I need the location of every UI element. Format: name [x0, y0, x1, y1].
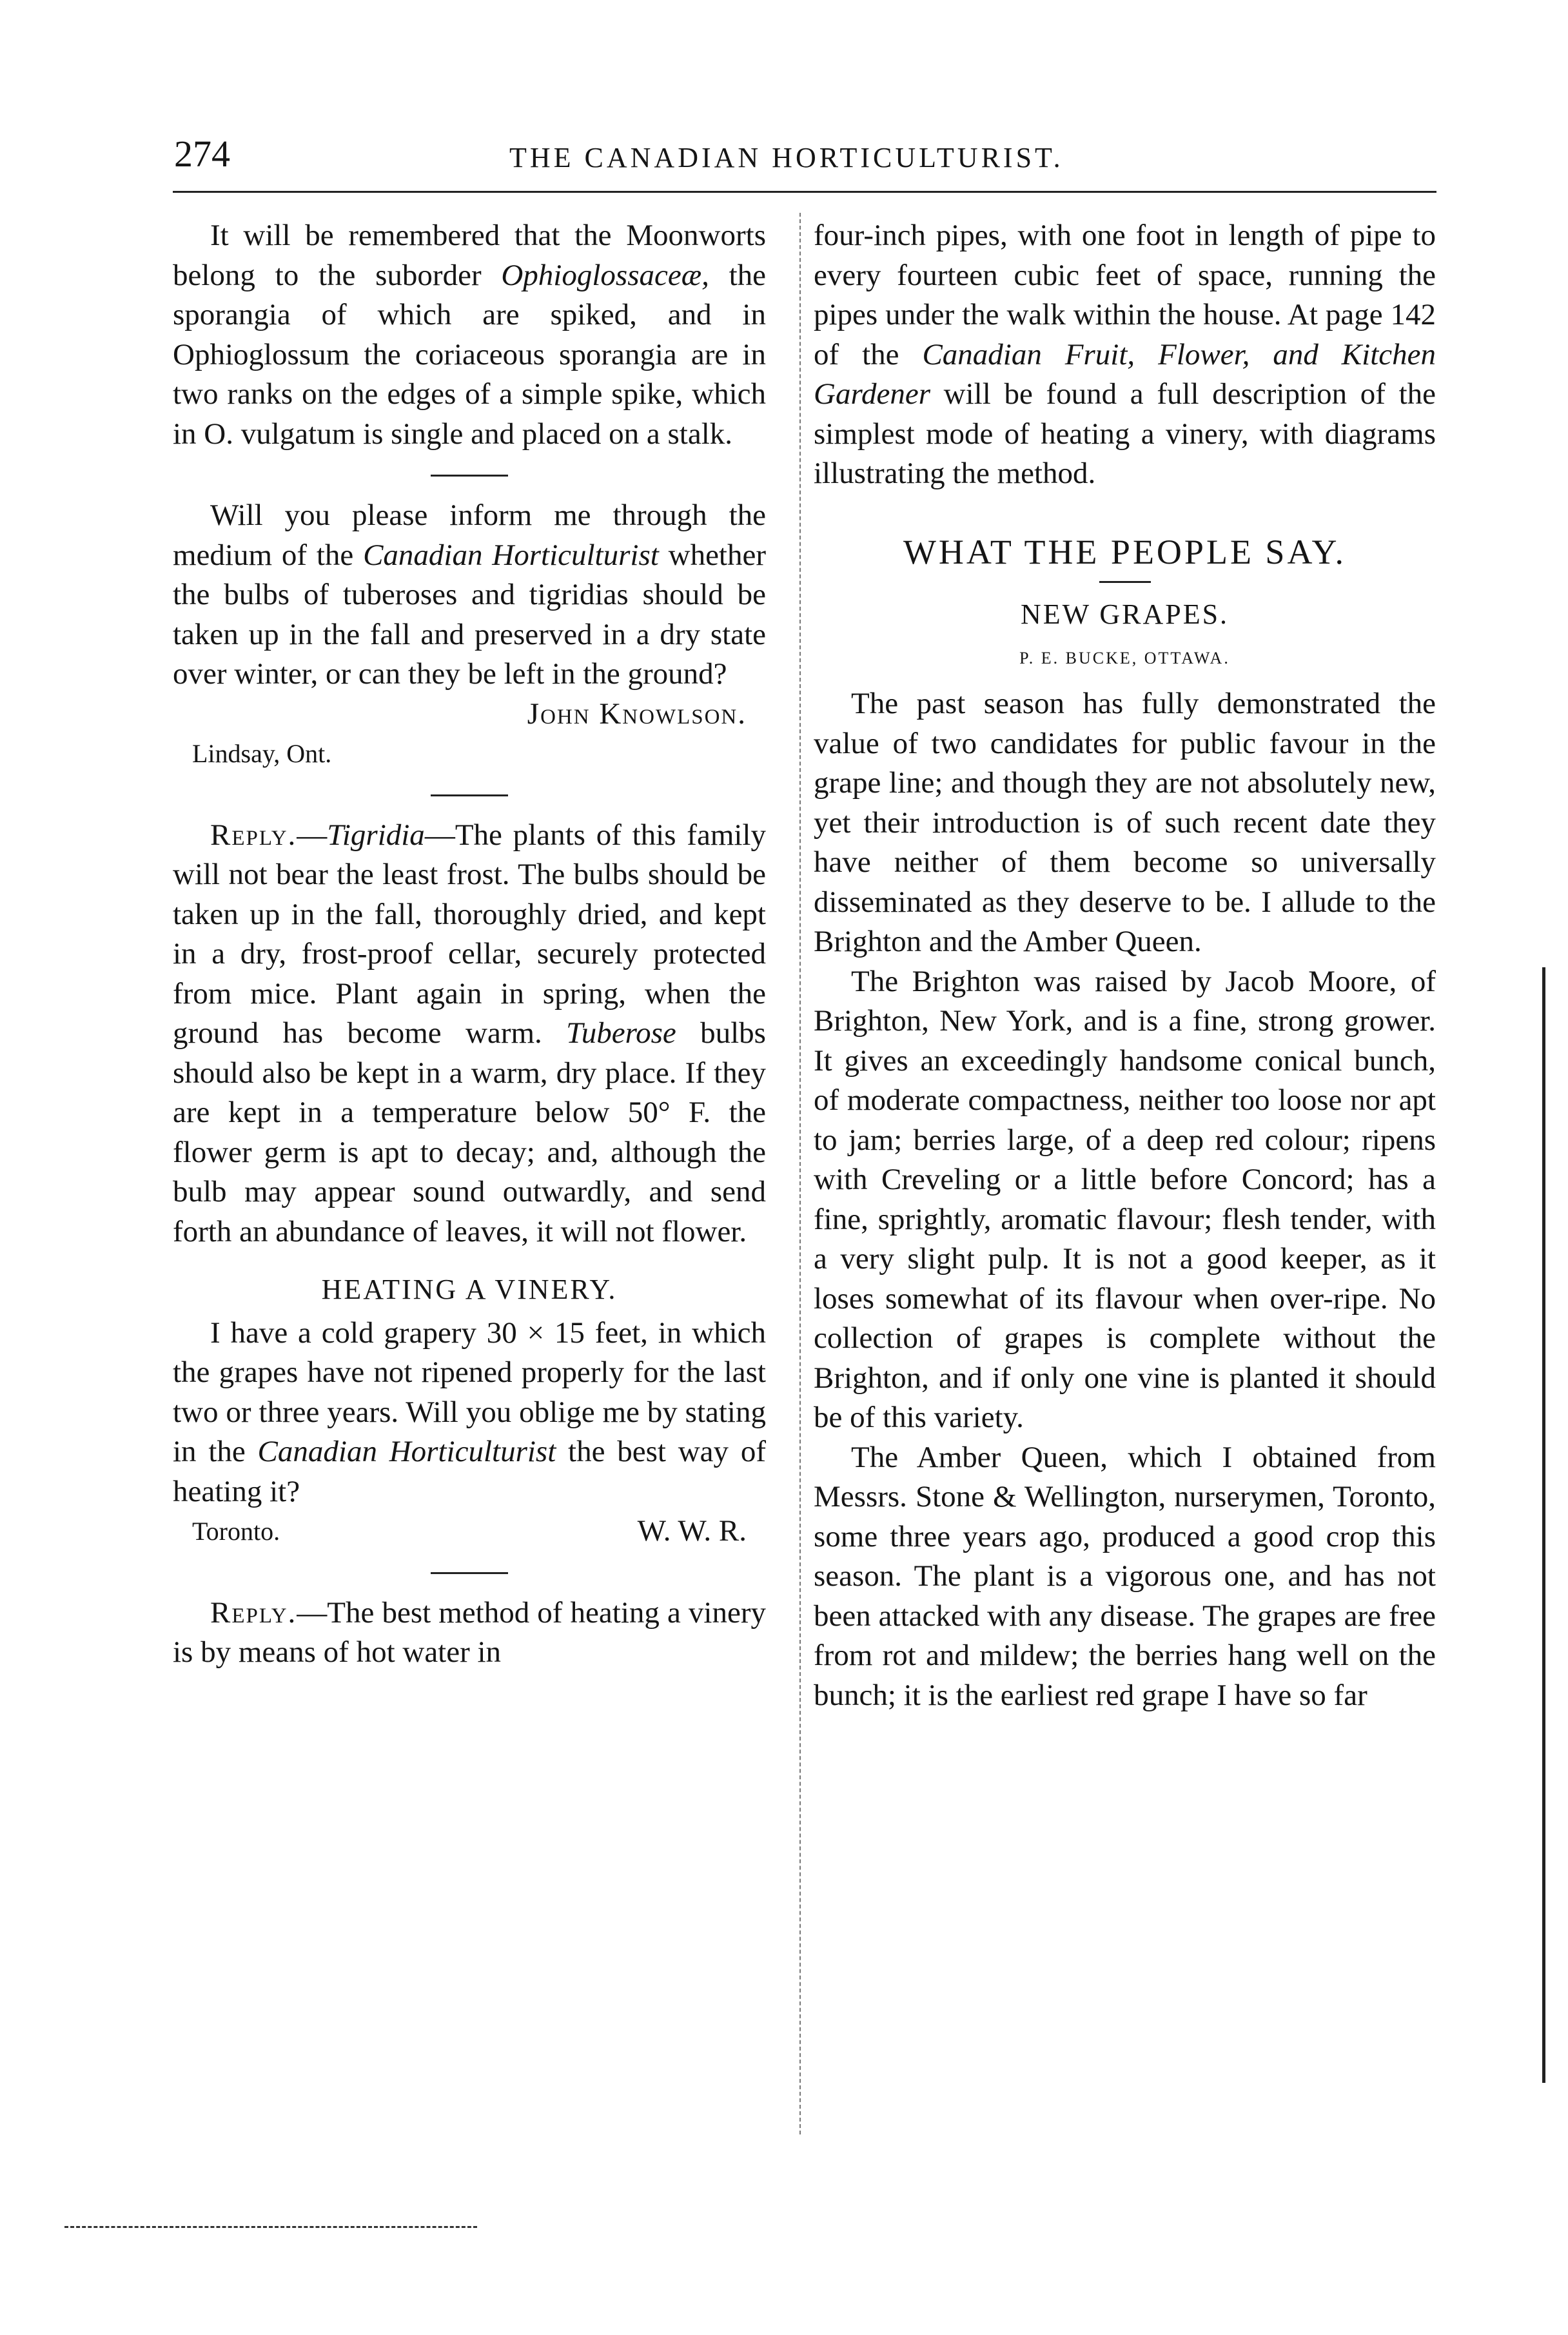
plant-name-tigridia: Tigridia [327, 818, 425, 852]
footer-rule [64, 2226, 477, 2228]
separator-rule [431, 1572, 508, 1574]
plant-name-tuberose: Tuberose [566, 1016, 676, 1050]
heating-signature: W. W. R. [637, 1514, 747, 1548]
moonwort-paragraph: It will be remembered that the Moonworts belong to the suborder Ophioglossaceæ, the sporangia of which are spiked, and in Ophioglossum the coriaceous sporangia are in two ranks on the edges of a simple spike, which in O. vulgatum is single and placed on a stalk. [173, 219, 766, 451]
section-heading: WHAT THE PEOPLE SAY. [903, 532, 1347, 571]
separator-rule [1099, 581, 1151, 583]
separator-rule [431, 475, 508, 477]
grapes-paragraph-2: The Brighton was raised by Jacob Moore, of Brighton, New York, and is a fine, strong grower. It gives an exceedingly handsome conical bunch, of moderate compactness, neither too loose nor apt to jam; berries large, of a deep red colour; ripens with Creveling or a little before Concord; has a fine, sprightly, aromatic flavour; flesh tender, with a very slight pulp. It is not a good keeper, as it loses somewhat of its flavour when over-ripe. No collection of grapes is complete without the Brighton, and if only one vine is planted it should be of this variety. [814, 964, 1436, 1434]
page-header [174, 132, 1438, 184]
journal-name: Canadian Horticulturist [257, 1435, 556, 1468]
tuberose-question: Will you please inform me through the medium of the Canadian Horticulturist whether the bulbs of tuberoses and tigridias should be taken up in the fall and preserved in a dry state over winter, or can they be left in the ground? [173, 498, 767, 691]
book-title: Canadian Fruit, Flower, and Kitchen Gardener [814, 337, 1436, 411]
column-divider [799, 213, 801, 2134]
heating-reply: Reply.—The best method of heating a vinery is by means of hot water in [173, 1595, 766, 1669]
heating-question: I have a cold grapery 30 × 15 feet, in which the grapes have not ripened properly for the last two or three years. Will you oblige me by stating in the Canadian Horticulturist the best way of heating it? [173, 1315, 766, 1508]
question-place: Lindsay, Ont. [192, 739, 332, 768]
heating-signature-row [173, 1512, 766, 1552]
reply-label: Reply. [210, 1595, 297, 1630]
heating-reply-continued: four-inch pipes, with one foot in length of pipe to every fourteen cubic feet of space, running the pipes under the walk within the house. At page 142 of the Canadian Fruit, Flower, and Kitchen Gardener will be found a full description of the simplest mode of heating a vinery, with diagrams illustrating the method. [814, 219, 1436, 490]
heating-heading: HEATING A VINERY. [321, 1274, 618, 1305]
suborder-name: Ophioglossaceæ, [501, 258, 709, 292]
header-rule [173, 191, 1436, 193]
tigridia-reply: Reply.—Tigridia—The plants of this family will not bear the least frost. The bulbs should be taken up in the fall, thoroughly dried, and kept in a dry, frost-proof cellar, securely protected from mice. Plant again in spring, when the ground has become warm. Tuberose bulbs should also be kept in a warm, dry place. If they are kept in a temperature below 50° F. the flower germ is apt to decay; and, although the bulb may appear sound outwardly, and send forth an abundance of leaves, it will not flower. [173, 818, 766, 1248]
journal-name: Canadian Horticulturist [363, 538, 659, 572]
grapes-paragraph-3: The Amber Queen, which I obtained from Messrs. Stone & Wellington, nurserymen, Toronto, some three years ago, produced a good crop this season. The plant is a vigorous one, and has not been attacked with any disease. The grapes are free from rot and mildew; the berries hang well on the bunch; it is the earliest red grape I have so far [814, 1440, 1436, 1712]
page-number: 274 [174, 133, 230, 175]
left-column [173, 216, 766, 1673]
question-signature: John Knowlson. [527, 696, 747, 731]
right-column [814, 216, 1436, 1715]
grapes-paragraph-1: The past season has fully demonstrated the value of two candidates for public favour in the grape line; and though they are not absolutely new, yet their introduction is of such recent date they have neither of them become so universally disseminated as they deserve to be. I allude to the Brighton and the Amber Queen. [814, 687, 1436, 958]
page-edge-rule [1542, 967, 1545, 2083]
article-byline: P. E. BUCKE, OTTAWA. [1019, 648, 1230, 667]
article-heading: NEW GRAPES. [1020, 598, 1230, 630]
reply-label: Reply. [210, 818, 297, 852]
running-title: THE CANADIAN HORTICULTURIST. [509, 142, 1064, 173]
separator-rule [431, 794, 508, 796]
heating-place: Toronto. [192, 1517, 280, 1546]
